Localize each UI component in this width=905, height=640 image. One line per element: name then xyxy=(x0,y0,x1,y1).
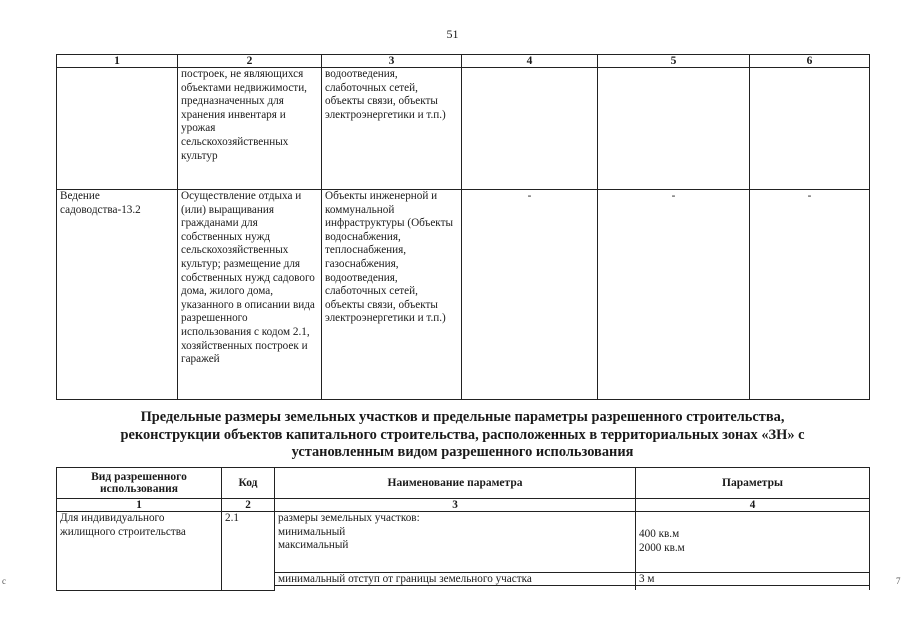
section-heading-line-3: установленным видом разрешенного использования xyxy=(291,444,634,460)
right-edge-mark: 7 xyxy=(896,576,901,586)
section-heading-line-2: реконструкции объектов капитального строительства, расположенных в территориальных зонах «ЗН» с xyxy=(120,426,805,443)
column-number-4: 4 xyxy=(636,499,870,512)
column-4-cell xyxy=(462,68,598,190)
column-number-2: 2 xyxy=(178,55,322,68)
column-5-cell: - xyxy=(598,190,750,400)
parameter-value-cell xyxy=(636,586,870,591)
header-code: Код xyxy=(222,468,275,499)
table-row xyxy=(57,512,870,573)
column-number-3: 3 xyxy=(322,55,462,68)
section-heading-line-1: Предельные размеры земельных участков и предельные параметры разрешенного строительства, xyxy=(140,409,785,425)
parameter-max-label: максимальный xyxy=(278,539,349,552)
use-type-cell: Для индивидуального жилищного строительства xyxy=(57,512,222,591)
column-5-cell xyxy=(598,68,750,190)
code-cell: 2.1 xyxy=(222,512,275,591)
table-row xyxy=(57,190,870,400)
column-number-1: 1 xyxy=(57,55,178,68)
column-number-3: 3 xyxy=(275,499,636,512)
header-row xyxy=(57,468,870,499)
auxiliary-objects-cell: водоотведения, слаботочных сетей, объекты связи, объекты электроэнергетики и т.п.) xyxy=(322,68,462,190)
column-number-5: 5 xyxy=(598,55,750,68)
parameter-name-cell xyxy=(275,586,636,591)
column-number-row xyxy=(57,55,870,68)
parameter-values-cell xyxy=(636,512,870,573)
parameter-name-cell xyxy=(275,512,636,573)
section-heading xyxy=(56,409,869,462)
table-row xyxy=(57,68,870,190)
column-number-2: 2 xyxy=(222,499,275,512)
parameter-min-value: 400 кв.м xyxy=(639,528,680,540)
use-description-cell: построек, не являющихся объектами недвижимости, предназначенных для хранения инвентаря и урожая сельскохозяйственных культур xyxy=(178,68,322,190)
header-use-type: Вид разрешенного использования xyxy=(57,468,222,499)
column-number-6: 6 xyxy=(750,55,870,68)
column-number-4: 4 xyxy=(462,55,598,68)
land-use-table-continued xyxy=(56,54,870,400)
left-edge-mark: с xyxy=(2,576,6,586)
use-type-cell: Ведение садоводства-13.2 xyxy=(57,190,178,400)
use-description-cell: Осуществление отдыха и (или) выращивания гражданами для собственных нужд сельскохозяйственных культур; размещение для собственных нужд садового дома, жилого дома, указанного в описании вида разрешенного использования с кодом 2.1, хозяйственных построек и гаражей xyxy=(178,190,322,400)
auxiliary-objects-cell: Объекты инженерной и коммунальной инфраструктуры (Объекты водоснабжения, теплоснабжения, газоснабжения, водоотведения, слаботочных сетей, объекты связи, объекты электроэнергетики и т.п.) xyxy=(322,190,462,400)
header-parameters: Параметры xyxy=(636,468,870,499)
column-number-1: 1 xyxy=(57,499,222,512)
parameter-title: размеры земельных участков: xyxy=(278,512,420,524)
column-6-cell xyxy=(750,68,870,190)
parameter-max-value: 2000 кв.м xyxy=(639,541,685,554)
column-4-cell: - xyxy=(462,190,598,400)
parameters-table xyxy=(56,467,870,591)
parameter-name-cell: минимальный отступ от границы земельного участка xyxy=(275,573,636,586)
parameter-min-label: минимальный xyxy=(278,525,346,538)
column-number-row xyxy=(57,499,870,512)
page-number: 51 xyxy=(446,27,459,41)
column-6-cell: - xyxy=(750,190,870,400)
parameter-value-cell: 3 м xyxy=(636,573,870,586)
header-parameter-name: Наименование параметра xyxy=(275,468,636,499)
use-type-cell xyxy=(57,68,178,190)
